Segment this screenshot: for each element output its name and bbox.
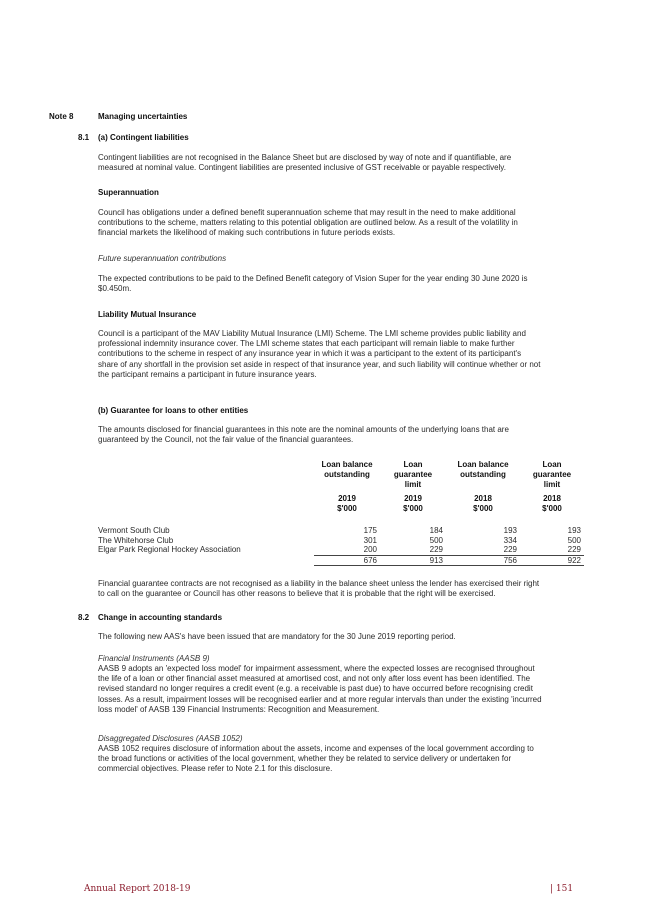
financial-instruments-heading: Financial Instruments (AASB 9) xyxy=(98,654,210,663)
lmi-heading: Liability Mutual Insurance xyxy=(98,310,197,319)
column-year: 2019 xyxy=(404,494,422,503)
table-total-row: 676 913 756 922 xyxy=(98,555,584,566)
table-year-row xyxy=(98,490,584,514)
guarantee-table xyxy=(98,460,584,566)
footer-page-number: | 151 xyxy=(550,884,574,894)
section-number-8-2: 8.2 xyxy=(78,613,90,622)
guarantee-heading: (b) Guarantee for loans to other entities xyxy=(98,406,249,415)
future-super-heading: Future superannuation contributions xyxy=(98,254,227,263)
financial-instruments-text: AASB 9 adopts an 'expected loss model' for impairment assessment, where the expected losses are recognised throughout the life of a loan or other financial asset measured at amortised cost, and not only after loss event has been identified. The revised standard no longer requires a credit event (e.g. a receivable is past due) to have occurred before recognising credit losses. As a result, impairment losses will be recognised earlier and at more regular intervals than under the existing 'incurred loss model' of AASB 139 Financial Instruments: Recognition and Measurement. xyxy=(98,664,542,714)
note-number: Note 8 xyxy=(49,112,74,121)
table-row: The Whitehorse Club 301 500 334 500 xyxy=(98,535,581,545)
lmi-text: Council is a participant of the MAV Liability Mutual Insurance (LMI) Scheme. The LMI scheme provides public liability and professional indemnity insurance cover. The LMI scheme states that each participant will remain liable to make further contributions to the scheme in respect of any insurance year in which it was a participant to the extent of its participant's share of any shortfall in the provision set aside in respect of that insurance year, and such liability will continue whether or not the participant remains a participant in future insurance years. xyxy=(98,329,541,379)
column-unit: $'000 xyxy=(337,504,357,513)
superannuation-heading: Superannuation xyxy=(98,188,159,197)
contingent-liabilities-intro: Contingent liabilities are not recognised in the Balance Sheet but are disclosed by way of note and if quantifiable, are measured at nominal value. Contingent liabilities are presented inclusive of GST receivable or payable respectively. xyxy=(98,153,512,173)
accounting-standards-intro: The following new AAS's have been issued that are mandatory for the 30 June 2019 reporting period. xyxy=(98,632,456,641)
column-unit: $'000 xyxy=(403,504,423,513)
footer-report-title: Annual Report 2018-19 xyxy=(84,884,191,894)
table-row: Elgar Park Regional Hockey Association 200 229 229 229 xyxy=(98,545,581,555)
future-super-text: The expected contributions to be paid to the Defined Benefit category of Vision Super for the year ending 30 June 2020 is $0.450m. xyxy=(98,274,528,294)
table-header-row xyxy=(98,460,584,490)
note-title: Managing uncertainties xyxy=(98,112,188,121)
column-year: 2018 xyxy=(474,494,492,503)
superannuation-text: Council has obligations under a defined benefit superannuation scheme that may result in the need to make additional contributions to the scheme, matters relating to this potential obligation are outlined below. As a result of the volatility in financial markets the likelihood of making such contributions in future periods exists. xyxy=(98,208,518,238)
column-header: Loan guarantee limit xyxy=(532,460,572,489)
column-year: 2018 xyxy=(543,494,561,503)
guarantee-intro: The amounts disclosed for financial guarantees in this note are the nominal amounts of the underlying loans that are guaranteed by the Council, not the fair value of the financial guarantees. xyxy=(98,425,509,445)
disaggregated-text: AASB 1052 requires disclosure of information about the assets, income and expenses of the local government according to the broad functions or activities of the local government, whether they be related to service delivery or undertaken for commercial objectives. Please refer to Note 2.1 for this disclosure. xyxy=(98,744,534,774)
column-header: Loan balance outstanding xyxy=(321,460,373,479)
column-header: Loan guarantee limit xyxy=(393,460,433,489)
disaggregated-heading: Disaggregated Disclosures (AASB 1052) xyxy=(98,734,243,743)
table-row: Vermont South Club 175 184 193 193 xyxy=(98,526,581,535)
accounting-standards-heading: Change in accounting standards xyxy=(98,613,223,622)
contingent-liabilities-heading: (a) Contingent liabilities xyxy=(98,133,189,142)
column-unit: $'000 xyxy=(542,504,562,513)
section-number-8-1: 8.1 xyxy=(78,133,90,142)
guarantee-after-text: Financial guarantee contracts are not recognised as a liability in the balance sheet unless the lender has exercised their right to call on the guarantee or Council has other reasons to believe that it is probable that the right will be exercised. xyxy=(98,579,540,599)
column-unit: $'000 xyxy=(473,504,493,513)
column-header: Loan balance outstanding xyxy=(457,460,509,479)
column-year: 2019 xyxy=(338,494,356,503)
